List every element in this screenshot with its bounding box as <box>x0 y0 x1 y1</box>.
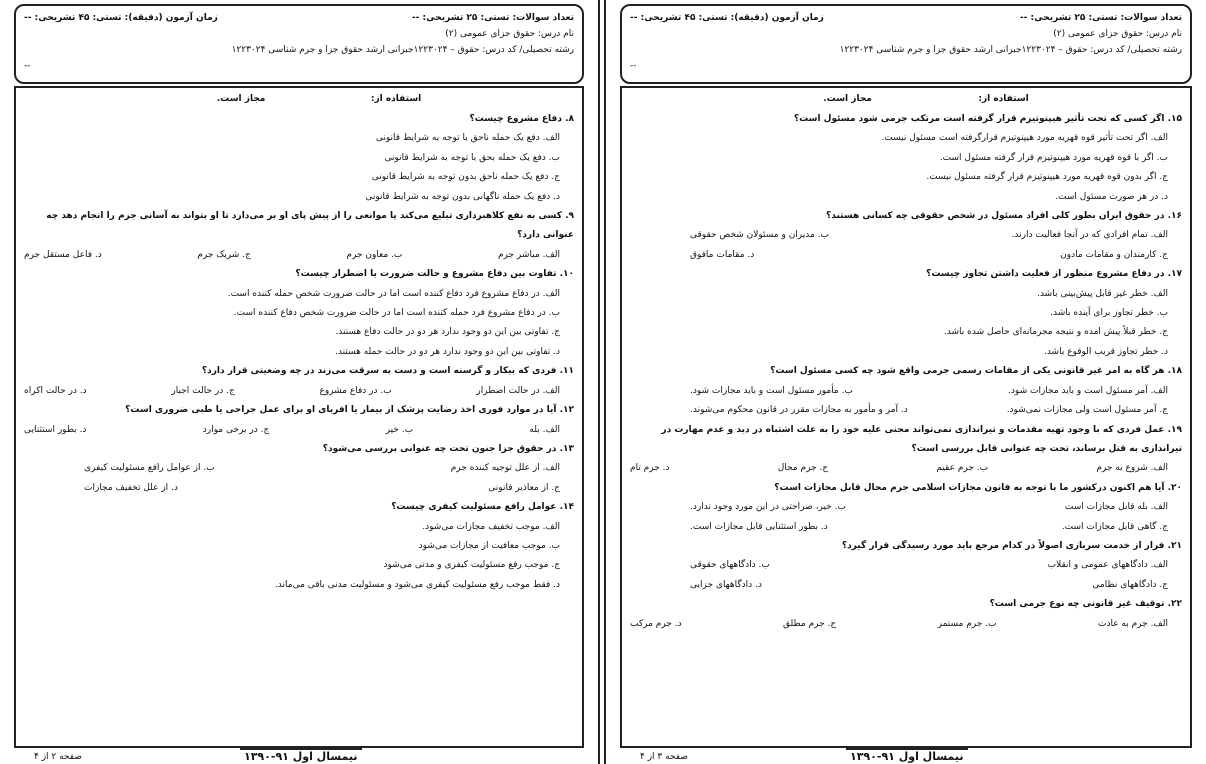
answer-option: ب. در دفاع مشروع فرد حمله کننده است اما در حالت ضرورت شخص دفاع کننده است. <box>233 308 560 319</box>
course-name: نام درس: حقوق جزای عمومی (۲) <box>1053 29 1182 39</box>
allowed-materials <box>630 88 1182 110</box>
answer-option: ب. دادگاههای حقوقی <box>690 560 770 571</box>
answer-option: الف. مباشر جرم <box>497 249 560 260</box>
answer-option: د. از علل تخفیف مجازات <box>84 482 178 493</box>
answer-option: د. دادگاههای جزایی <box>690 579 762 590</box>
answer-option: ج. جرم مطلق <box>783 618 837 629</box>
answer-options-row <box>24 421 574 440</box>
page-number: صفحه ۳ از ۴ <box>640 752 688 762</box>
question-text: ۱۱. فردی که بیکار و گرسنه است و دست به سرقت می‌زند در چه وضعیتی قرار دارد؟ <box>201 366 574 377</box>
answer-option: د. تفاوتی بین این دو وجود ندارد هر دو در حالت حمله هستند. <box>335 346 560 357</box>
semester-label: نیمسال اول ۹۱-۱۳۹۰ <box>240 748 362 763</box>
answer-options-row <box>630 518 1182 537</box>
question-text: ۱۵. اگر کسی که تحت تأثیر هیپنوتیزم قرار گرفته است مرتکب جرمی شود مسئول است؟ <box>793 114 1182 124</box>
answer-options-row <box>24 382 574 401</box>
answer-option: ج. کارمندان و مقامات مادون <box>1060 249 1168 260</box>
page-header <box>14 4 584 84</box>
answer-option: ب. خیر <box>385 424 414 435</box>
course-name: نام درس: حقوق جزای عمومی (۲) <box>445 29 574 39</box>
question-item <box>24 110 574 207</box>
answer-options-row <box>630 615 1182 634</box>
answer-option: الف. تمام افرادی که در آنجا فعالیت دارند. <box>1011 230 1168 241</box>
question-text: ۲۱. فرار از خدمت سربازی اصولاً در کدام مرجع باید مورد رسیدگی قرار گیرد؟ <box>841 540 1182 551</box>
answer-option: الف. شروع به جرم <box>1096 463 1168 474</box>
allowed-materials <box>24 88 574 110</box>
answer-options-row <box>630 459 1182 478</box>
question-text: ۱۲. آیا در موارد فوری اخذ رضایت پزشک از بیمار یا اقربای او برای عمل جراحی یا طبی ضروری است؟ <box>125 405 574 416</box>
answer-option: ب. دفع یک حمله بحق با توجه به شرایط قانونی <box>384 152 560 163</box>
header-dash: -- <box>630 61 637 71</box>
answer-option: ج. اگر بدون قوه قهریه مورد هیپنوتیزم قرار گرفته مسئول نیست. <box>926 172 1168 183</box>
exam-page-right <box>606 0 1206 764</box>
answer-option: د. بطور استثنایی <box>24 424 87 435</box>
answer-option: د. خطر تجاوز قریب الوقوع باشد. <box>1043 346 1168 357</box>
question-list <box>630 110 1182 634</box>
page-footer <box>0 746 598 762</box>
answer-options-row <box>630 246 1182 265</box>
question-item <box>24 362 574 401</box>
answer-option: ج. جرم محال <box>777 463 829 474</box>
exam-time: زمان آزمون (دقیقه): تستی: ۴۵ تشریحی: -- <box>24 13 218 23</box>
answer-option: د. در حالت اکراه <box>24 385 87 396</box>
answer-option: د. دفع یک حمله ناگهانی بدون توجه به شرایط قانونی <box>365 191 560 202</box>
exam-time: زمان آزمون (دقیقه): تستی: ۴۵ تشریحی: -- <box>630 13 824 23</box>
question-item <box>630 110 1182 207</box>
answer-option: الف. بله قابل مجازات است <box>1064 502 1168 513</box>
answer-option: د. جرم تام <box>630 463 670 474</box>
answer-option: الف. جرم به عادت <box>1097 618 1168 629</box>
page-divider <box>598 0 606 764</box>
field-code: رشته تحصیلی/ کد درس: حقوق – ۱۲۲۳۰۲۴جبرانی ارشد حقوق جزا و جرم شناسی ۱۲۲۳۰۲۴ <box>231 45 574 55</box>
semester-label: نیمسال اول ۹۱-۱۳۹۰ <box>846 748 968 763</box>
question-item <box>630 265 1182 362</box>
questions-box <box>620 86 1192 748</box>
answer-option: ب. خطر تجاوز برای آینده باشد. <box>1050 308 1168 319</box>
page-number: صفحه ۲ از ۴ <box>34 752 82 762</box>
answer-option: الف. بله <box>529 424 560 435</box>
question-count: تعداد سوالات: تستی: ۲۵ تشریحی: -- <box>411 13 574 23</box>
question-item <box>630 479 1182 537</box>
answer-option: د. جرم مرکب <box>630 618 682 629</box>
answer-option: ج. در حالت اجبار <box>171 385 235 396</box>
question-item <box>24 265 574 362</box>
question-text: ۱۷. در دفاع مشروع منظور از فعلیت داشتن تجاوز چیست؟ <box>926 269 1182 280</box>
question-item <box>24 440 574 498</box>
question-text: ۱۰. تفاوت بین دفاع مشروع و حالت ضرورت یا اضطرار چیست؟ <box>295 269 574 280</box>
answer-option: ب. مدیران و مسئولان شخص حقوقی <box>690 230 830 241</box>
answer-option: الف. دفع یک حمله ناحق با توجه به شرایط قانونی <box>375 133 560 144</box>
field-code: رشته تحصیلی/ کد درس: حقوق – ۱۲۲۳۰۲۴جبرانی ارشد حقوق جزا و جرم شناسی ۱۲۲۳۰۲۴ <box>839 45 1182 55</box>
answer-option: الف. در حالت اضطرار <box>476 385 560 396</box>
question-text: ۱۳. در حقوق جزا جنون تحت چه عنوانی بررسی می‌شود؟ <box>322 443 574 454</box>
answer-options-row <box>24 246 574 265</box>
answer-option: ب. از عوامل رافع مسئولیت کیفری <box>84 463 215 474</box>
answer-option: ج. آمر مسئول است ولی مجازات نمی‌شود. <box>1006 405 1168 416</box>
header-dash: -- <box>24 61 31 71</box>
answer-option: ب. جرم عقیم <box>936 463 989 474</box>
questions-box <box>14 86 584 748</box>
question-text: ۲۰. آیا هم اکنون درکشور ما با توجه به قانون مجازات اسلامی جرم محال قابل مجازات است؟ <box>774 482 1182 493</box>
question-list <box>24 110 574 595</box>
answer-option: ب. خیر، صراحتی در این مورد وجود ندارد. <box>690 502 846 513</box>
question-text: ۸. دفاع مشروع چیست؟ <box>469 114 574 124</box>
answer-option: ج. در برخی موارد <box>202 424 270 435</box>
answer-option: ج. موجب رفع مسئولیت کیفری و مدنی می‌شود <box>383 560 560 571</box>
answer-option: ج. گاهی قابل مجازات است. <box>1061 521 1168 532</box>
answer-option: ب. مأمور مسئول است و باید مجازات شود. <box>690 385 853 396</box>
answer-option: ج. دفع یک حمله ناحق بدون توجه به شرایط قانونی <box>371 172 560 183</box>
answer-option: د. مقامات مافوق <box>690 249 755 260</box>
answer-option: الف. موجب تخفیف مجازات می‌شود. <box>422 521 560 532</box>
question-item <box>24 401 574 440</box>
answer-options-row <box>630 556 1182 575</box>
answer-option: ب. جرم مستمر <box>937 618 997 629</box>
answer-option: د. آمر و مأمور به مجازات مقرر در قانون محکوم می‌شوند. <box>690 405 908 416</box>
question-item <box>630 421 1182 479</box>
question-count: تعداد سوالات: تستی: ۲۵ تشریحی: -- <box>1019 13 1182 23</box>
answer-option: ج. دادگاههای نظامی <box>1092 579 1168 590</box>
allow-use-label: استفاده از: <box>978 94 1029 104</box>
allowed-label: مجاز است. <box>216 94 266 104</box>
question-item <box>630 207 1182 265</box>
question-item <box>630 595 1182 634</box>
answer-option: الف. دادگاههای عمومی و انقلاب <box>1047 560 1168 571</box>
answer-option: الف. اگر تحت تأثیر قوه قهریه مورد هیپنوتیزم قرارگرفته است مسئول نیست. <box>881 133 1168 144</box>
answer-option: د. در هر صورت مسئول است. <box>1055 191 1168 202</box>
allowed-label: مجاز است. <box>823 94 872 104</box>
answer-option: ب. اگر با قوه قهریه مورد هیپنوتیزم قرار گرفته مسئول است. <box>939 152 1168 163</box>
question-item <box>630 537 1182 595</box>
answer-options-row <box>630 576 1182 595</box>
question-item <box>24 498 574 595</box>
answer-option: د. بطور استثنایی قابل مجازات است. <box>690 521 828 532</box>
page-header <box>620 4 1192 84</box>
answer-options-row <box>630 382 1182 401</box>
answer-option: ب. در دفاع مشروع <box>319 385 392 396</box>
answer-option: ب. معاون جرم <box>346 249 403 260</box>
answer-options-row <box>630 401 1182 420</box>
question-item <box>630 362 1182 420</box>
question-text: ۱۴. عوامل رافع مسئولیت کیفری چیست؟ <box>391 502 574 513</box>
answer-option: د. فقط موجب رفع مسئولیت کیفری می‌شود و مسئولیت مدنی باقی می‌ماند. <box>274 579 560 590</box>
question-text: ۹. کسی به نفع کلاهبرداری تبلیغ می‌کند یا موانعی را از پیش پای او بر می‌دارد تا او بتواند به آسانی جرم را انجام دهد چه عنوانی دارد؟ <box>46 211 574 241</box>
answer-option: ب. موجب معافیت از مجازات می‌شود <box>418 540 560 551</box>
question-text: ۱۹. عمل فردی که با وجود تهیه مقدمات و تیراندازی نمی‌تواند مجنی علیه خود را به علت اشتباه در دید و عدم مهارت در تیراندازی به قتل برساند، تحت چه عنوانی قابل بررسی است؟ <box>661 424 1182 454</box>
answer-option: ج. خطر قبلاً پیش امده و نتیجه مجرمانه‌ای حاصل شده باشد. <box>943 327 1168 338</box>
question-text: ۱۸. هر گاه به امر غیر قانونی یکی از مقامات رسمی جرمی واقع شود چه کسی مسئول است؟ <box>770 366 1182 377</box>
answer-option: الف. از علل توجیه کننده جرم <box>450 463 560 474</box>
answer-options-row <box>24 459 574 478</box>
question-text: ۱۶. در حقوق ایران بطور کلی افراد مسئول در شخص حقوقی چه کسانی هستند؟ <box>826 211 1182 222</box>
answer-options-row <box>630 498 1182 517</box>
answer-option: الف. خطر غیر قابل پیش‌بینی باشد. <box>1037 288 1168 299</box>
answer-option: الف. در دفاع مشروع فرد دفاع کننده است اما در حالت ضرورت شخص حمله کننده است. <box>227 288 560 299</box>
answer-options-row <box>24 479 574 498</box>
answer-option: الف. آمر مسئول است و باید مجازات شود. <box>1008 385 1168 396</box>
question-item <box>24 207 574 265</box>
answer-option: ج. از معاذیر قانونی <box>488 482 560 493</box>
exam-page-left <box>0 0 598 764</box>
answer-options-row <box>630 226 1182 245</box>
allow-use-label: استفاده از: <box>370 94 422 104</box>
answer-option: د. فاعل مستقل جرم <box>24 249 102 260</box>
answer-option: ج. شریک جرم <box>197 249 251 260</box>
question-text: ۲۲. توقیف غیر قانونی چه نوع جرمی است؟ <box>989 599 1182 610</box>
page-footer <box>606 746 1206 762</box>
answer-option: ج. تفاوتی بین این دو وجود ندارد هر دو در حالت دفاع هستند. <box>335 327 560 338</box>
